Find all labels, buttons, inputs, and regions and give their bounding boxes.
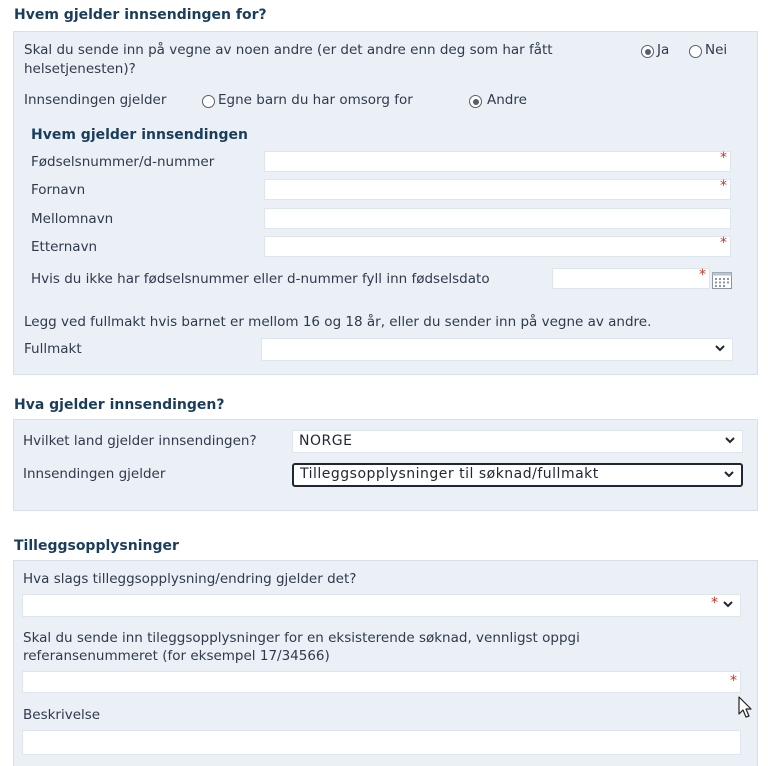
ssn-input[interactable]	[264, 151, 731, 172]
description-label: Beskrivelse	[23, 707, 101, 723]
section-title-additional: Tilleggsopplysninger	[14, 538, 179, 554]
chevron-down-icon	[724, 434, 736, 446]
chevron-down-icon	[714, 342, 726, 354]
chevron-down-icon	[722, 598, 734, 610]
reference-number-input[interactable]	[22, 671, 741, 693]
required-marker: *	[720, 178, 727, 194]
chevron-down-icon	[723, 468, 735, 480]
country-select[interactable]	[292, 430, 743, 453]
radio-no[interactable]	[689, 45, 702, 58]
country-label: Hvilket land gjelder innsendingen?	[23, 433, 257, 449]
section-title-who: Hvem gjelder innsendingen for?	[14, 7, 267, 23]
required-marker: *	[730, 673, 737, 689]
reference-label-line2: referansenummeret (for eksempel 17/34566)	[23, 648, 330, 664]
person-subtitle: Hvem gjelder innsendingen	[31, 127, 249, 143]
reference-label-line1: Skal du sende inn tileggsopplysninger for en eksisterende søknad, vennligst oppgi	[23, 630, 580, 646]
power-of-attorney-info: Legg ved fullmakt hvis barnet er mellom 16 og 18 år, eller du sender inn på vegne av andre.	[24, 314, 652, 330]
calendar-icon[interactable]	[712, 272, 732, 289]
radio-own-children[interactable]	[202, 95, 215, 108]
info-type-select[interactable]	[22, 594, 741, 617]
mouse-cursor-icon	[738, 696, 754, 720]
radio-yes-label: Ja	[657, 42, 670, 58]
country-value: NORGE	[299, 433, 353, 449]
submission-concerns-select[interactable]	[292, 463, 743, 487]
section-title-what: Hva gjelder innsendingen?	[14, 397, 225, 413]
radio-others-label: Andre	[487, 92, 527, 108]
last-name-input[interactable]	[264, 236, 731, 257]
info-type-label: Hva slags tilleggsopplysning/endring gjelder det?	[23, 571, 357, 587]
required-marker: *	[720, 150, 727, 166]
description-input[interactable]	[22, 730, 741, 755]
required-marker: *	[699, 267, 706, 283]
ssn-label: Fødselsnummer/d-nummer	[31, 154, 215, 170]
radio-own-children-label: Egne barn du har omsorg for	[218, 92, 413, 108]
birthdate-input[interactable]	[552, 268, 710, 289]
birthdate-label: Hvis du ikke har fødselsnummer eller d-nummer fyll inn fødselsdato	[31, 271, 490, 287]
radio-yes[interactable]	[641, 45, 654, 58]
power-of-attorney-label: Fullmakt	[24, 341, 82, 357]
on-behalf-question-line1: Skal du sende inn på vegne av noen andre (er det andre enn deg som har fått	[24, 42, 553, 58]
middle-name-input[interactable]	[264, 208, 731, 229]
required-marker: *	[711, 595, 718, 611]
submission-concerns-value: Tilleggsopplysninger til søknad/fullmakt	[300, 466, 599, 482]
last-name-label: Etternavn	[31, 239, 98, 255]
radio-others[interactable]	[469, 95, 482, 108]
concerns-label: Innsendingen gjelder	[24, 92, 167, 108]
submission-concerns-label: Innsendingen gjelder	[23, 466, 166, 482]
on-behalf-question-line2: helsetjenesten)?	[24, 61, 136, 77]
required-marker: *	[720, 235, 727, 251]
radio-no-label: Nei	[705, 42, 728, 58]
first-name-label: Fornavn	[31, 182, 86, 198]
power-of-attorney-select[interactable]	[261, 338, 733, 361]
first-name-input[interactable]	[264, 179, 731, 200]
middle-name-label: Mellomnavn	[31, 211, 114, 227]
